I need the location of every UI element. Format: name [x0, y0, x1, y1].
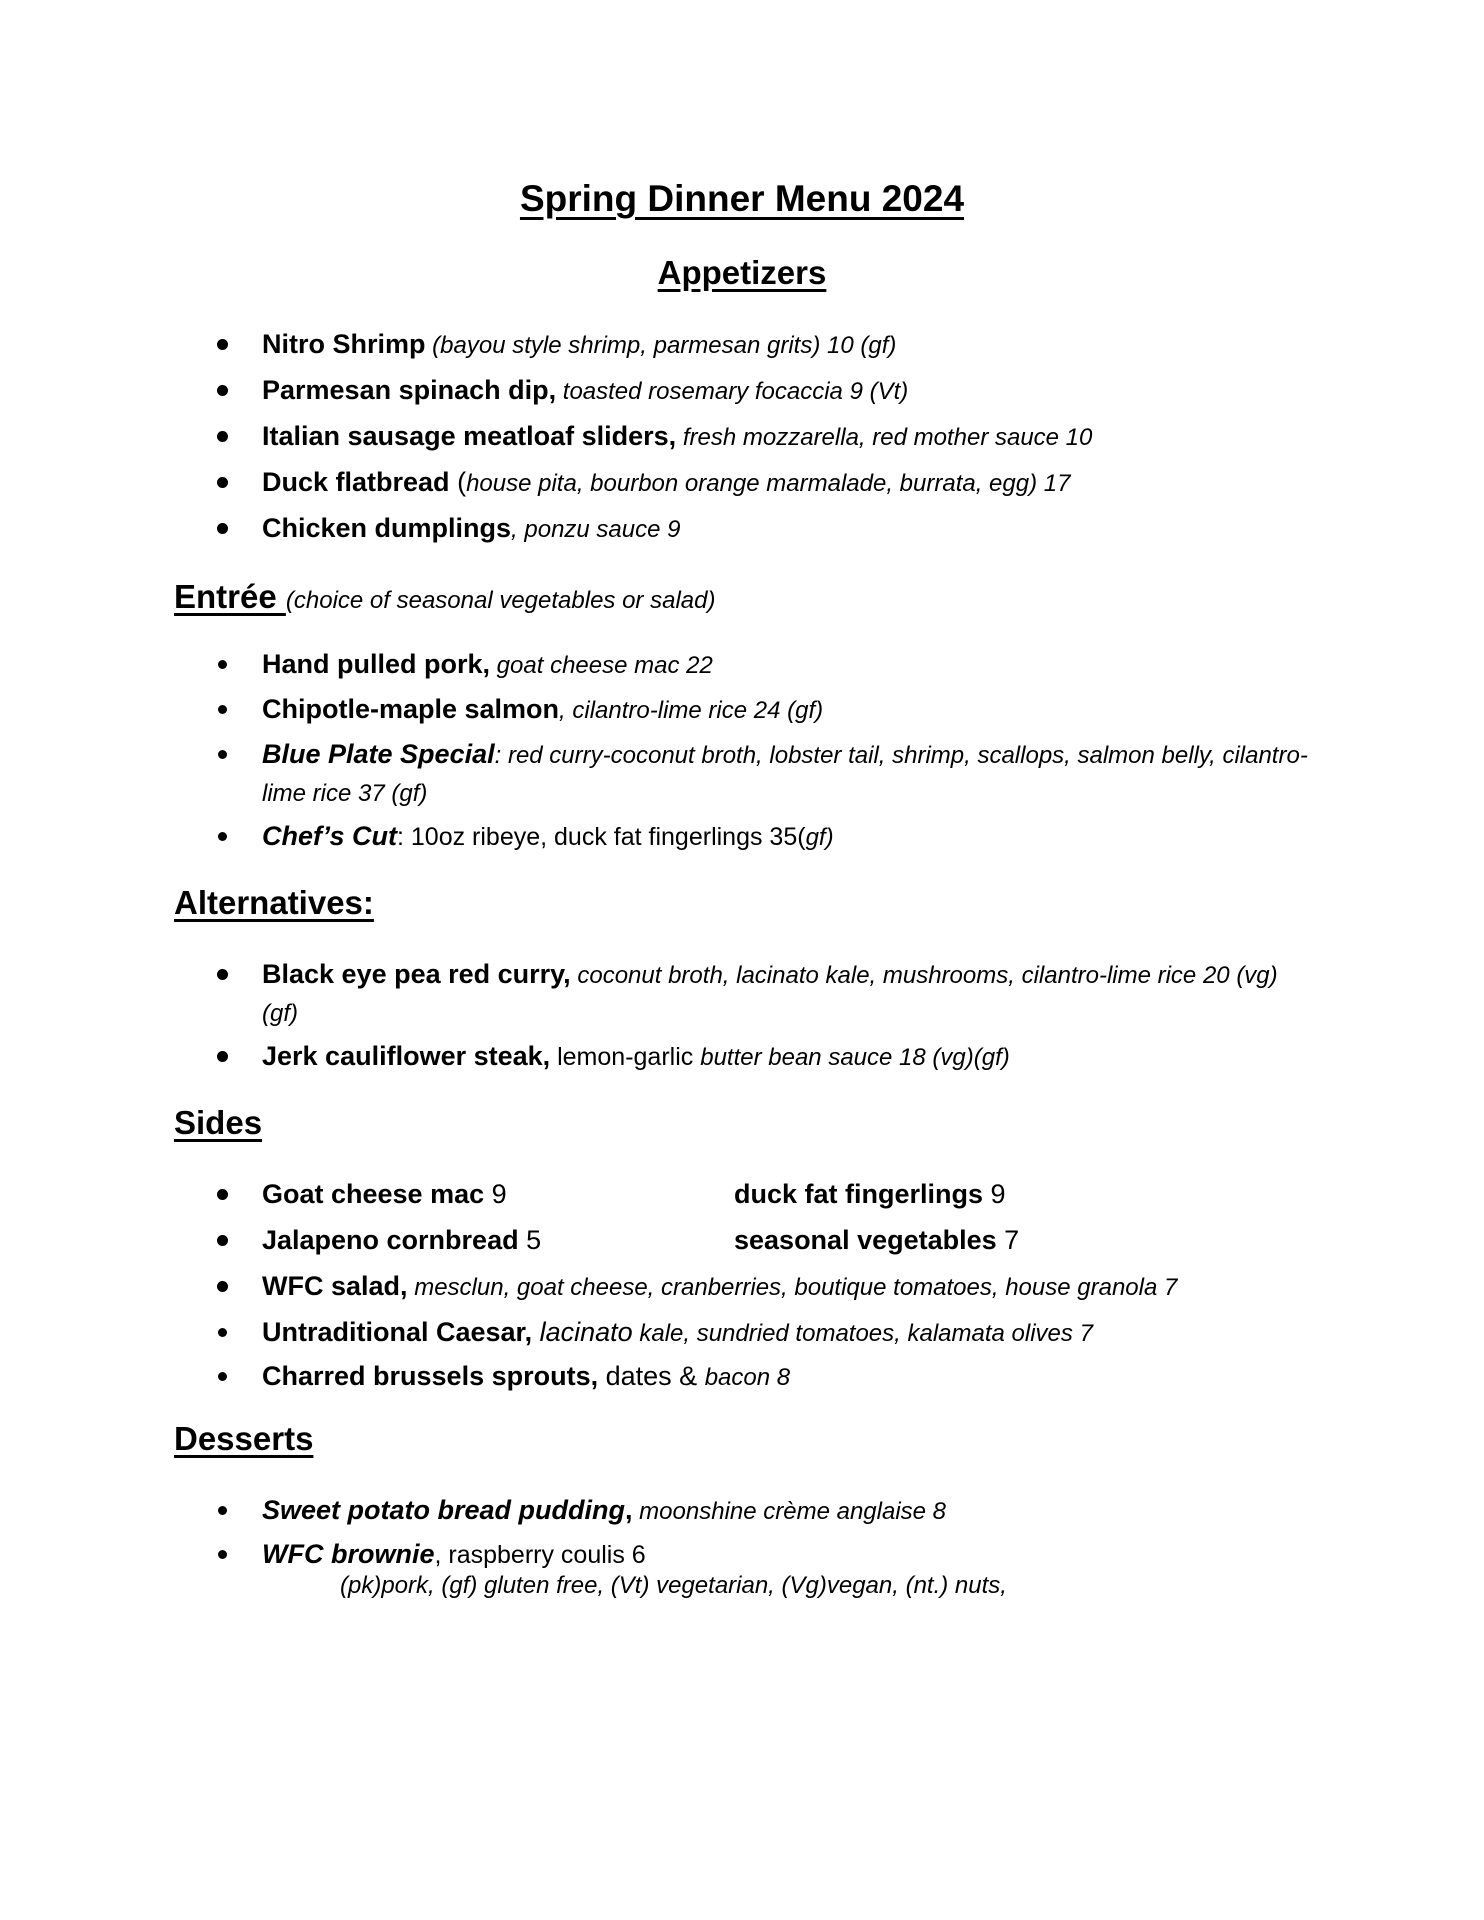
entree-note: (choice of seasonal vegetables or salad) — [285, 587, 716, 614]
list-item: Goat cheese mac 9 duck fat fingerlings 9 — [262, 1176, 1312, 1212]
list-item: Jalapeno cornbread 5 seasonal vegetables 7 — [262, 1222, 1312, 1258]
page-title: Spring Dinner Menu 2024 — [519, 178, 965, 219]
list-item: Charred brussels sprouts, dates & bacon 8 — [262, 1358, 1312, 1396]
list-item: WFC brownie, raspberry coulis 6 — [262, 1536, 1312, 1573]
list-item: Duck flatbread (house pita, bourbon orange marmalade, burrata, egg) 17 — [262, 464, 1312, 502]
alternatives-heading: Alternatives: — [174, 884, 374, 921]
list-item: Hand pulled pork, goat cheese mac 22 — [262, 646, 1312, 684]
entree-heading: Entrée (choice of seasonal vegetables or salad) — [174, 578, 716, 615]
list-item: Blue Plate Special: red curry-coconut broth, lobster tail, shrimp, scallops, salmon belly, cilantro-lime rice 37 (gf) — [262, 736, 1312, 812]
list-item: Jerk cauliflower steak, lemon-garlic butter bean sauce 18 (vg)(gf) — [262, 1038, 1312, 1076]
appetizers-heading: Appetizers — [657, 254, 827, 291]
list-item: Chef’s Cut: 10oz ribeye, duck fat fingerlings 35(gf) — [262, 818, 1312, 856]
list-item: Italian sausage meatloaf sliders, fresh mozzarella, red mother sauce 10 — [262, 418, 1312, 456]
dietary-legend: (pk)pork, (gf) gluten free, (Vt) vegetarian, (Vg)vegan, (nt.) nuts, — [340, 1572, 1007, 1599]
list-item: Chicken dumplings, ponzu sauce 9 — [262, 510, 1312, 548]
list-item: Nitro Shrimp (bayou style shrimp, parmesan grits) 10 (gf) — [262, 326, 1312, 364]
list-item: Sweet potato bread pudding, moonshine crème anglaise 8 — [262, 1492, 1312, 1530]
desserts-heading: Desserts — [174, 1420, 314, 1457]
list-item: Chipotle-maple salmon, cilantro-lime rice 24 (gf) — [262, 691, 1312, 729]
list-item: WFC salad, mesclun, goat cheese, cranberries, boutique tomatoes, house granola 7 — [262, 1268, 1312, 1306]
sides-heading: Sides — [174, 1104, 263, 1141]
list-item: Black eye pea red curry, coconut broth, lacinato kale, mushrooms, cilantro-lime rice 20 (vg)(gf) — [262, 956, 1312, 1032]
list-item: Untraditional Caesar, lacinato kale, sundried tomatoes, kalamata olives 7 — [262, 1314, 1312, 1352]
list-item: Parmesan spinach dip, toasted rosemary focaccia 9 (Vt) — [262, 372, 1312, 410]
